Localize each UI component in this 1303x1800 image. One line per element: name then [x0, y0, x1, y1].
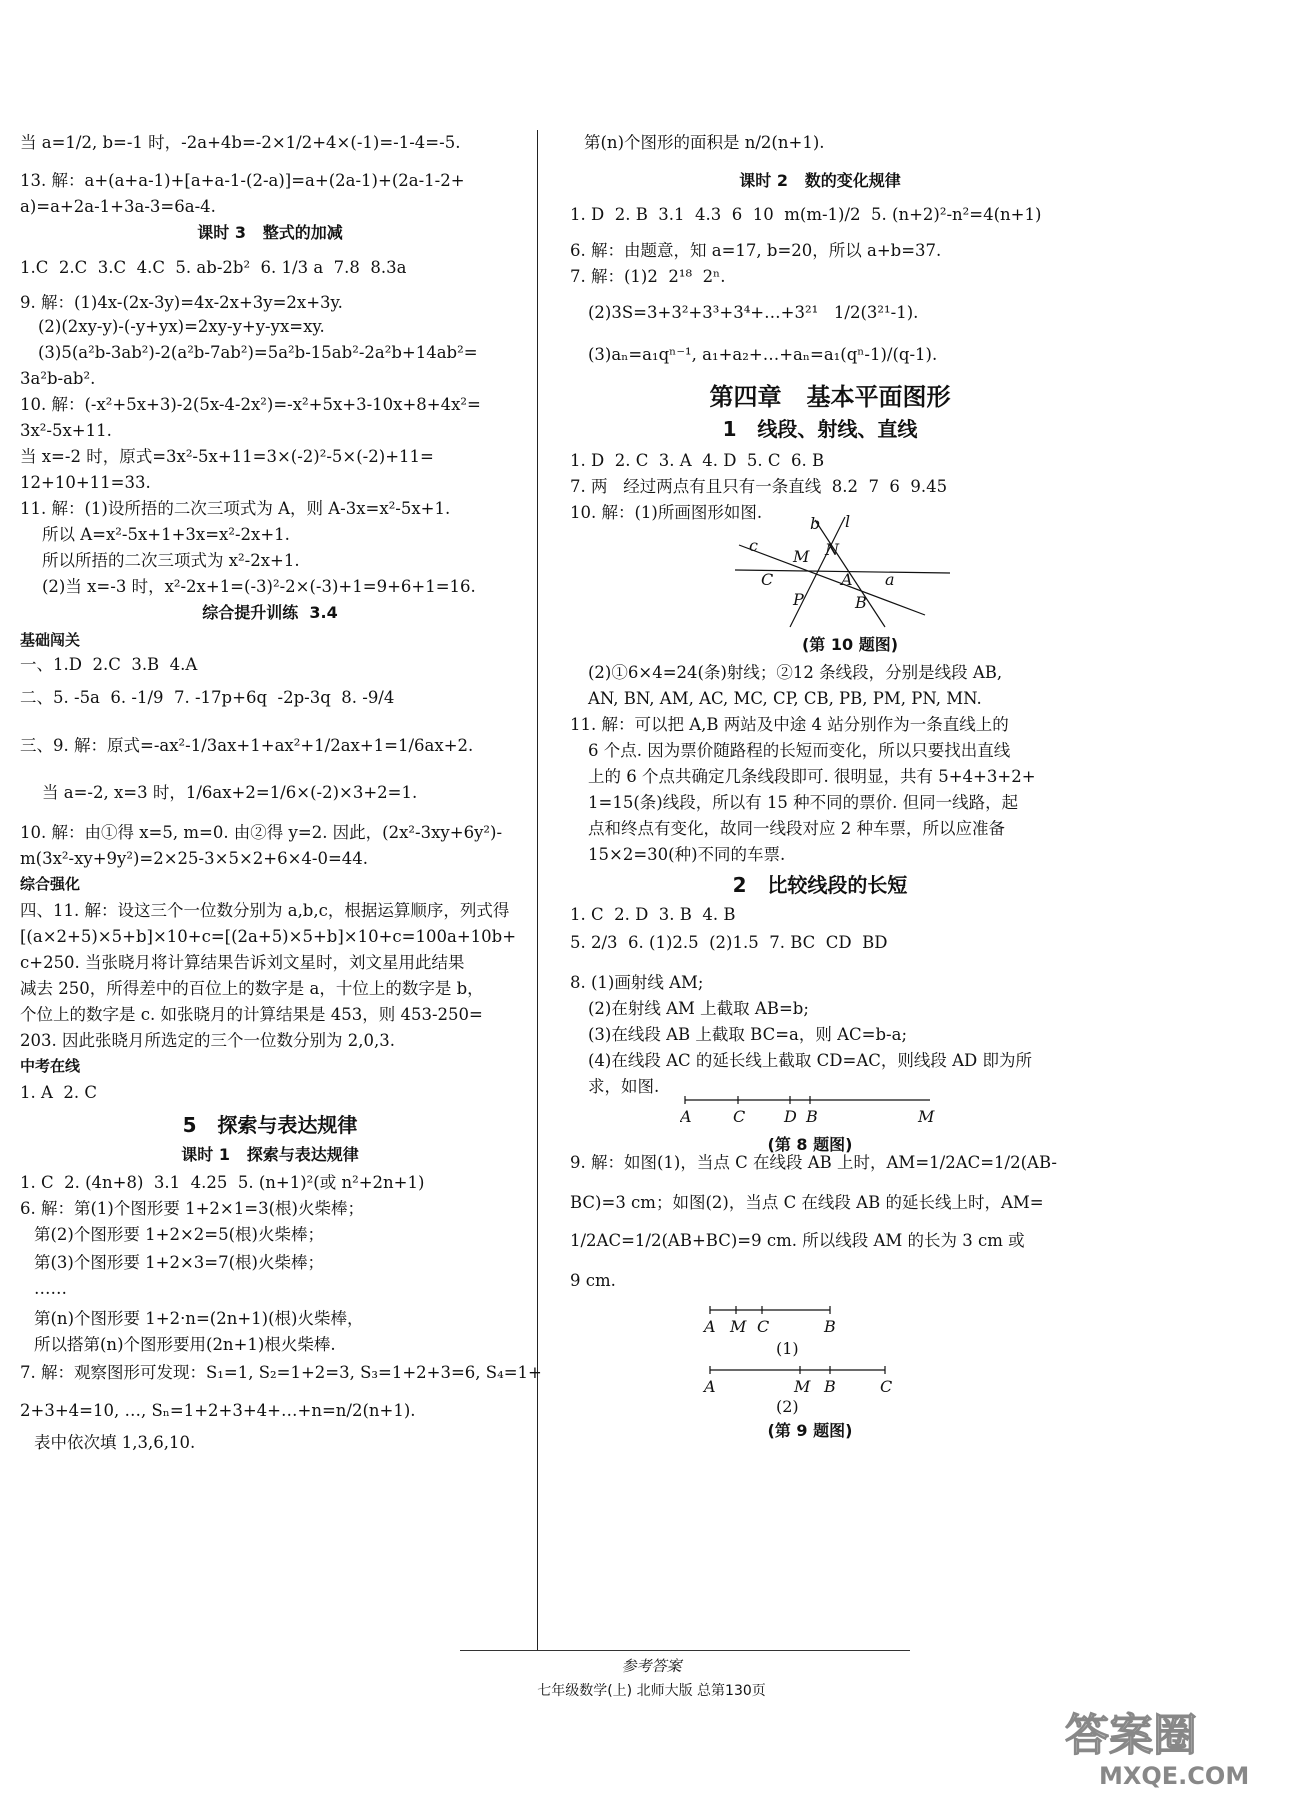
left_column-line: …… — [34, 1279, 67, 1298]
figure-9-segment-diagram — [700, 1300, 920, 1430]
left_column-line: (2)当 x=-3 时，x²-2x+1=(-3)²-2×(-3)+1=9+6+1=16. — [42, 577, 476, 596]
fig9a-label-C: C — [757, 1317, 770, 1336]
left_column-line: 当 a=-2, x=3 时，1/6ax+2=1/6×(-2)×3+2=1. — [42, 783, 418, 802]
left_column-line: 3a²b-ab². — [20, 369, 96, 388]
footer-title: 参考答案 — [621, 1657, 682, 1675]
right_column-line: (3)在线段 AB 上截取 BC=a，则 AC=b-a; — [588, 1025, 908, 1044]
left_column-line: 个位上的数字是 c. 如张晓月的计算结果是 453，则 453-250= — [20, 1005, 483, 1024]
left_column-line: 1.C 2.C 3.C 4.C 5. ab-2b² 6. 1/3 a 7.8 8.3a — [20, 258, 407, 277]
right_column-line: 第四章 基本平面图形 — [709, 383, 951, 411]
left_column-line: (2)(2xy-y)-(-y+yx)=2xy-y+y-yx=xy. — [38, 317, 325, 336]
fig9-sub2: (2) — [776, 1397, 799, 1416]
fig10-label-l: l — [845, 515, 851, 531]
svg-text:答案圈: 答案圈 — [1065, 1710, 1197, 1761]
fig10-label-P: P — [793, 590, 804, 609]
fig10-label-C: C — [761, 570, 774, 589]
footer-info: 七年级数学(上) 北师大版 总第130页 — [537, 1683, 766, 1699]
fig10-label-a: a — [885, 570, 895, 589]
right_column-line: 6 个点. 因为票价随路程的长短而变化，所以只要找出直线 — [588, 741, 1011, 760]
left_column-line: 四、11. 解：设这三个一位数分别为 a,b,c，根据运算顺序，列式得 — [20, 901, 510, 920]
right_column-line: 7. 两 经过两点有且只有一条直线 8.2 7 6 9.45 — [570, 477, 948, 496]
fig9b-label-M: M — [794, 1377, 811, 1396]
fig9a-label-B: B — [824, 1317, 836, 1336]
left_column-line: 第(3)个图形要 1+2×3=7(根)火柴棒； — [34, 1253, 324, 1272]
left_column-line: 第(n)个图形要 1+2·n=(2n+1)(根)火柴棒， — [34, 1309, 364, 1328]
right_column-line: 9. 解：如图(1)，当点 C 在线段 AB 上时，AM=1/2AC=1/2(AB- — [570, 1153, 1057, 1172]
right_column-line: 课时 2 数的变化规律 — [739, 171, 901, 190]
right_column-line: 求，如图. — [588, 1077, 660, 1096]
left_column-line: 课时 3 整式的加减 — [197, 223, 343, 242]
left_column-line: 所以所捂的二次三项式为 x²-2x+1. — [42, 551, 300, 570]
left_column-line: 当 x=-2 时，原式=3x²-5x+11=3×(-2)²-5×(-2)+11= — [20, 447, 434, 466]
right_column-line: 8. (1)画射线 AM; — [570, 973, 704, 992]
right_column-line: AN, BN, AM, AC, MC, CP, CB, PB, PM, PN, MN. — [588, 689, 982, 708]
left_column-line: 表中依次填 1,3,6,10. — [34, 1433, 196, 1452]
right_column-line: 10. 解：(1)所画图形如图. — [570, 503, 763, 522]
left_column-line: c+250. 当张晓月将计算结果告诉刘文星时，刘文星用此结果 — [20, 953, 465, 972]
right_column-line: (2)在射线 AM 上截取 AB=b; — [588, 999, 809, 1018]
right_column-line: (2)①6×4=24(条)射线；②12 条线段，分别是线段 AB, — [588, 663, 1003, 682]
left_column-line: 二、5. -5a 6. -1/9 7. -17p+6q -2p-3q 8. -9/4 — [20, 688, 395, 707]
right_column-line: (4)在线段 AC 的延长线上截取 CD=AC，则线段 AD 即为所 — [588, 1051, 1033, 1070]
right_column-line: 1. D 2. C 3. A 4. D 5. C 6. B — [570, 451, 825, 470]
fig8-label-M: M — [918, 1107, 935, 1126]
left_column-line: 三、9. 解：原式=-ax²-1/3ax+1+ax²+1/2ax+1=1/6ax+2. — [20, 736, 474, 755]
left_column-line: 9. 解：(1)4x-(2x-3y)=4x-2x+3y=2x+3y. — [20, 293, 343, 312]
fig10-label-M: M — [793, 547, 810, 566]
left_column-line: 12+10+11=33. — [20, 473, 151, 492]
left_column-line: 当 a=1/2, b=-1 时，-2a+4b=-2×1/2+4×(-1)=-1-4=-5. — [20, 133, 461, 152]
left_column-line: m(3x²-xy+9y²)=2×25-3×5×2+6×4-0=44. — [20, 849, 369, 868]
left_column-line: 所以搭第(n)个图形要用(2n+1)根火柴棒. — [34, 1335, 336, 1354]
left_column-line: 13. 解：a+(a+a-1)+[a+a-1-(2-a)]=a+(2a-1)+(2a-1-2+ — [20, 171, 465, 190]
right_column-line: 1=15(条)线段，所以有 15 种不同的票价. 但同一线路，起 — [588, 793, 1019, 812]
right_column-line: 1. C 2. D 3. B 4. B — [570, 905, 736, 924]
right_column-line: 2 比较线段的长短 — [732, 873, 908, 897]
fig8-label-D: D — [784, 1107, 797, 1126]
right_column-line: 1. D 2. B 3.1 4.3 6 10 m(m-1)/2 5. (n+2)²-n²=4(n+1) — [570, 205, 1042, 224]
figure-9-caption: (第 9 题图) — [767, 1421, 853, 1440]
svg-text:MXQE.COM: MXQE.COM — [1099, 1762, 1250, 1790]
fig9b-label-B: B — [824, 1377, 836, 1396]
right_column-line: 15×2=30(种)不同的车票. — [588, 845, 786, 864]
left_column-line: a)=a+2a-1+3a-3=6a-4. — [20, 197, 216, 216]
figure-10-caption: (第 10 题图) — [801, 635, 899, 654]
right_column-line: 上的 6 个点共确定几条线段即可. 很明显，共有 5+4+3+2+ — [588, 767, 1036, 786]
right_column-line: 1 线段、射线、直线 — [722, 417, 918, 441]
left_column-line: 2+3+4=10, …, Sₙ=1+2+3+4+…+n=n/2(n+1). — [20, 1401, 416, 1420]
left_column-line: 7. 解：观察图形可发现：S₁=1, S₂=1+2=3, S₃=1+2+3=6, S₄=1+ — [20, 1363, 542, 1382]
left_column-line: 中考在线 — [20, 1057, 81, 1075]
footer-rule — [460, 1650, 910, 1651]
right_column-line: 5. 2/3 6. (1)2.5 (2)1.5 7. BC CD BD — [570, 933, 888, 952]
figure-10-lines-diagram — [735, 515, 965, 630]
column-divider — [537, 130, 538, 1650]
left_column-line: 11. 解：(1)设所捂的二次三项式为 A，则 A-3x=x²-5x+1. — [20, 499, 451, 518]
fig10-label-B: B — [855, 593, 867, 612]
left_column-line: 3x²-5x+11. — [20, 421, 112, 440]
left_column-line: 课时 1 探索与表达规律 — [181, 1145, 359, 1164]
right_column-line: 1/2AC=1/2(AB+BC)=9 cm. 所以线段 AM 的长为 3 cm 或 — [570, 1231, 1025, 1250]
right_column-line: (2)3S=3+3²+3³+3⁴+…+3²¹ 1/2(3²¹-1). — [588, 303, 919, 322]
right_column-line: 第(n)个图形的面积是 n/2(n+1). — [584, 133, 825, 152]
right_column-line: 11. 解：可以把 A,B 两站及中途 4 站分别作为一条直线上的 — [570, 715, 1009, 734]
fig10-label-c: c — [749, 536, 758, 555]
figure-8-caption: (第 8 题图) — [767, 1135, 853, 1154]
left_column-line: 第(2)个图形要 1+2×2=5(根)火柴棒； — [34, 1225, 324, 1244]
left_column-line: 1. A 2. C — [20, 1083, 98, 1102]
left_column-line: 综合提升训练 3.4 — [202, 603, 338, 622]
fig9-sub1: (1) — [776, 1339, 799, 1358]
fig9a-label-A: A — [704, 1317, 716, 1336]
right_column-line: 9 cm. — [570, 1271, 616, 1290]
watermark-logo — [1059, 1702, 1289, 1792]
left_column-line: 10. 解：由①得 x=5, m=0. 由②得 y=2. 因此，(2x²-3xy+6y²)- — [20, 823, 503, 842]
left_column-line: 5 探索与表达规律 — [182, 1113, 358, 1137]
right_column-line: 7. 解：(1)2 2¹⁸ 2ⁿ. — [570, 267, 726, 286]
right_column-line: BC)=3 cm；如图(2)，当点 C 在线段 AB 的延长线上时，AM= — [570, 1193, 1044, 1212]
right_column-line: 6. 解：由题意，知 a=17, b=20，所以 a+b=37. — [570, 241, 942, 260]
left_column-line: 综合强化 — [20, 875, 81, 893]
left_column-line: 6. 解：第(1)个图形要 1+2×1=3(根)火柴棒； — [20, 1199, 364, 1218]
left_column-line: 减去 250，所得差中的百位上的数字是 a，十位上的数字是 b， — [20, 979, 484, 998]
fig9a-label-M: M — [730, 1317, 747, 1336]
left_column-line: 基础闯关 — [20, 631, 81, 649]
fig8-label-B: B — [806, 1107, 818, 1126]
fig9b-label-C: C — [880, 1377, 893, 1396]
fig10-label-A: A — [841, 570, 853, 589]
left_column-line: 10. 解：(-x²+5x+3)-2(5x-4-2x²)=-x²+5x+3-10x+8+4x²= — [20, 395, 481, 414]
left_column-line: 203. 因此张晓月所选定的三个一位数分别为 2,0,3. — [20, 1031, 395, 1050]
left_column-line: 一、1.D 2.C 3.B 4.A — [20, 655, 198, 674]
left_column-line: 1. C 2. (4n+8) 3.1 4.25 5. (n+1)²(或 n²+2n+1) — [20, 1173, 425, 1192]
fig10-label-b: b — [810, 515, 821, 533]
figure-8-segment-diagram — [680, 1090, 940, 1130]
fig9b-label-A: A — [704, 1377, 716, 1396]
right_column-line: 点和终点有变化，故同一线段对应 2 种车票，所以应准备 — [588, 819, 1005, 838]
fig10-label-N: N — [825, 540, 839, 559]
left_column-line: [(a×2+5)×5+b]×10+c=[(2a+5)×5+b]×10+c=100a+10b+ — [20, 927, 517, 946]
fig8-label-C: C — [733, 1107, 746, 1126]
left_column-line: 所以 A=x²-5x+1+3x=x²-2x+1. — [42, 525, 290, 544]
fig8-label-A: A — [680, 1107, 692, 1126]
left_column-line: (3)5(a²b-3ab²)-2(a²b-7ab²)=5a²b-15ab²-2a²b+14ab²= — [38, 343, 478, 362]
right_column-line: (3)aₙ=a₁qⁿ⁻¹, a₁+a₂+…+aₙ=a₁(qⁿ-1)/(q-1). — [588, 345, 938, 364]
